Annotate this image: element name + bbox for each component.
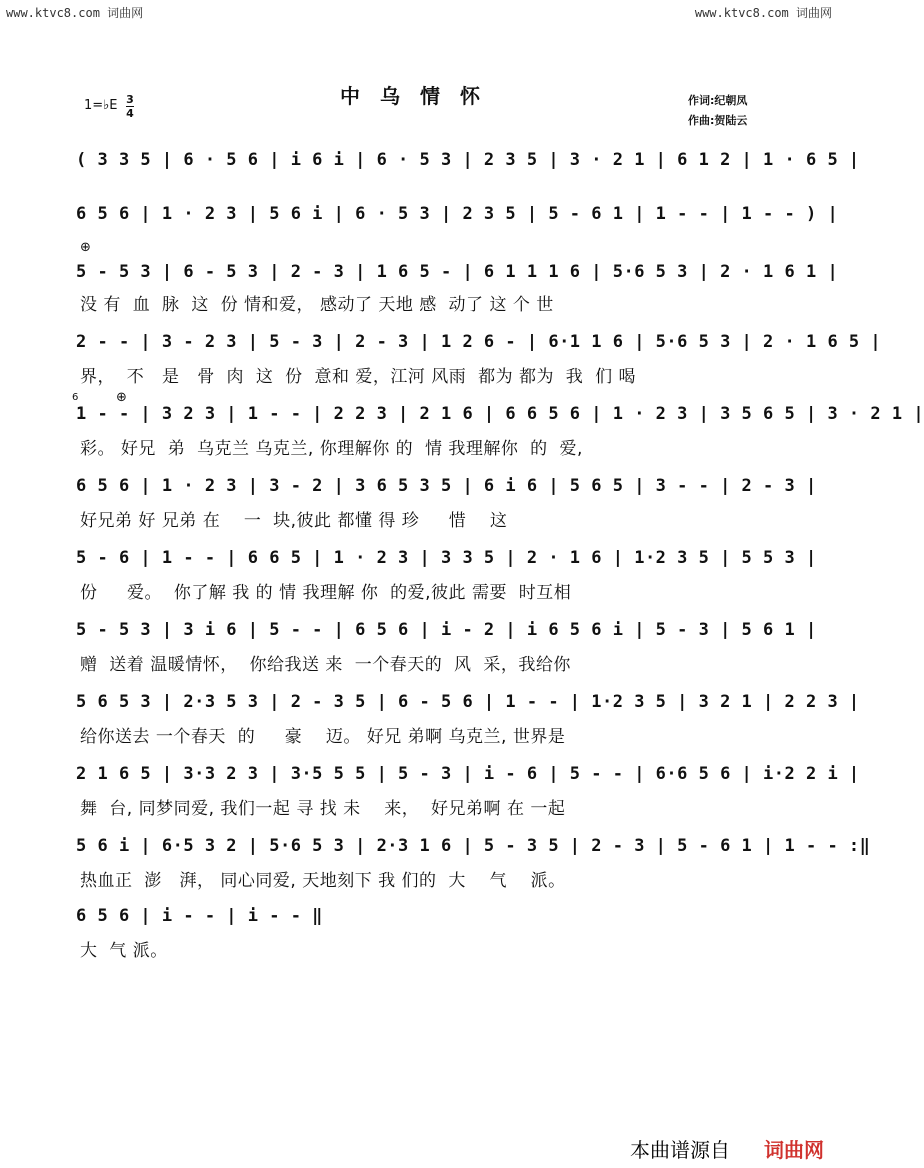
notation-line: 2 1 6 5 | 3·3 2 3 | 3·5 5 5 | 5 - 3 | i - 6 | 5 - - | 6·6 5 6 | i·2 2 i | bbox=[76, 764, 860, 784]
notation-line: 1 - - | 3 2 3 | 1 - - | 2 2 3 | 2 1 6 | 6 6 5 6 | 1 · 2 3 | 3 5 6 5 | 3 · 2 1 | bbox=[76, 404, 924, 424]
notation-line: 5 6 i | 6·5 3 2 | 5·6 5 3 | 2·3 1 6 | 5 - 3 5 | 2 - 3 | 5 - 6 1 | 1 - - :‖ bbox=[76, 836, 871, 856]
lyric-line: 界， 不 是 骨 肉 这 份 意和 爱，江河 风雨 都为 都为 我 们 喝 bbox=[80, 367, 636, 387]
lyric-line: 舞 台, 同梦同爱, 我们一起 寻 找 未 来， 好兄弟啊 在 一起 bbox=[80, 799, 566, 819]
time-signature bbox=[126, 94, 134, 119]
meter-top: 3 bbox=[126, 93, 134, 106]
notation-line: 5 - 6 | 1 - - | 6 6 5 | 1 · 2 3 | 3 3 5 | 2 · 1 6 | 1·2 3 5 | 5 5 3 | bbox=[76, 548, 817, 568]
notation-line: 6 5 6 | 1 · 2 3 | 5 6 i | 6 · 5 3 | 2 3 5 | 5 - 6 1 | 1 - - | 1 - - ) | bbox=[76, 204, 839, 224]
site-watermark-right: www.ktvc8.com 词曲网 bbox=[694, 6, 832, 20]
notation-line: 5 - 5 3 | 6 - 5 3 | 2 - 3 | 1 6 5 - | 6 1 1 1 6 | 5·6 5 3 | 2 · 1 6 1 | bbox=[76, 262, 839, 282]
notation-line: 6 5 6 | 1 · 2 3 | 3 - 2 | 3 6 5 3 5 | 6 i 6 | 5 6 5 | 3 - - | 2 - 3 | bbox=[76, 476, 817, 496]
segno-sign-2: ⊕ bbox=[116, 390, 127, 405]
lyricist-credit: 作词:纪朝凤 bbox=[688, 94, 748, 107]
lyric-line: 大 气 派。 bbox=[80, 941, 168, 961]
lyric-line: 赠 送着 温暖情怀， 你给我送 来 一个春天的 风 采，我给你 bbox=[80, 655, 571, 675]
lyric-line: 给你送去 一个春天 的 豪 迈。 好兄 弟啊 乌克兰, 世界是 bbox=[80, 727, 566, 747]
site-brand-logo: 词曲网 bbox=[764, 1138, 824, 1162]
lyric-line: 没 有 血 脉 这 份 情和爱， 感动了 天地 感 动了 这 个 世 bbox=[80, 295, 554, 315]
notation-line: 5 - 5 3 | 3 i 6 | 5 - - | 6 5 6 | i - 2 | i 6 5 6 i | 5 - 3 | 5 6 1 | bbox=[76, 620, 817, 640]
meter-bottom: 4 bbox=[126, 107, 134, 120]
notation-line: 2 - - | 3 - 2 3 | 5 - 3 | 2 - 3 | 1 2 6 - | 6·1 1 6 | 5·6 5 3 | 2 · 1 6 5 | bbox=[76, 332, 882, 352]
score-title: 中乌情怀 bbox=[340, 84, 500, 108]
lyric-line: 热血正 澎 湃， 同心同爱, 天地刻下 我 们的 大 气 派。 bbox=[80, 871, 566, 891]
notation-line: 5 6 5 3 | 2·3 5 3 | 2 - 3 5 | 6 - 5 6 | 1 - - | 1·2 3 5 | 3 2 1 | 2 2 3 | bbox=[76, 692, 860, 712]
segno-sign-1: ⊕ bbox=[80, 240, 91, 255]
lyric-line: 份 爱。 你了解 我 的 情 我理解 你 的爱,彼此 需要 时互相 bbox=[80, 583, 572, 603]
composer-credit: 作曲:贺陆云 bbox=[688, 114, 748, 127]
key-signature: 1=♭E bbox=[84, 98, 118, 113]
notation-line: ( 3 3 5 | 6 · 5 6 | i 6 i | 6 · 5 3 | 2 3 5 | 3 · 2 1 | 6 1 2 | 1 · 6 5 | bbox=[76, 150, 860, 170]
source-caption: 本曲谱源自 bbox=[630, 1138, 730, 1162]
lyric-line: 彩。 好兄 弟 乌克兰 乌克兰, 你理解你 的 情 我理解你 的 爱, bbox=[80, 439, 583, 459]
notation-line: 6 5 6 | i - - | i - - ‖ bbox=[76, 906, 323, 926]
lyric-line: 好兄弟 好 兄弟 在 一 块,彼此 都懂 得 珍 惜 这 bbox=[80, 511, 508, 531]
grace-note-mark: 6 bbox=[72, 392, 79, 403]
site-watermark-left: www.ktvc8.com 词曲网 bbox=[6, 6, 144, 20]
